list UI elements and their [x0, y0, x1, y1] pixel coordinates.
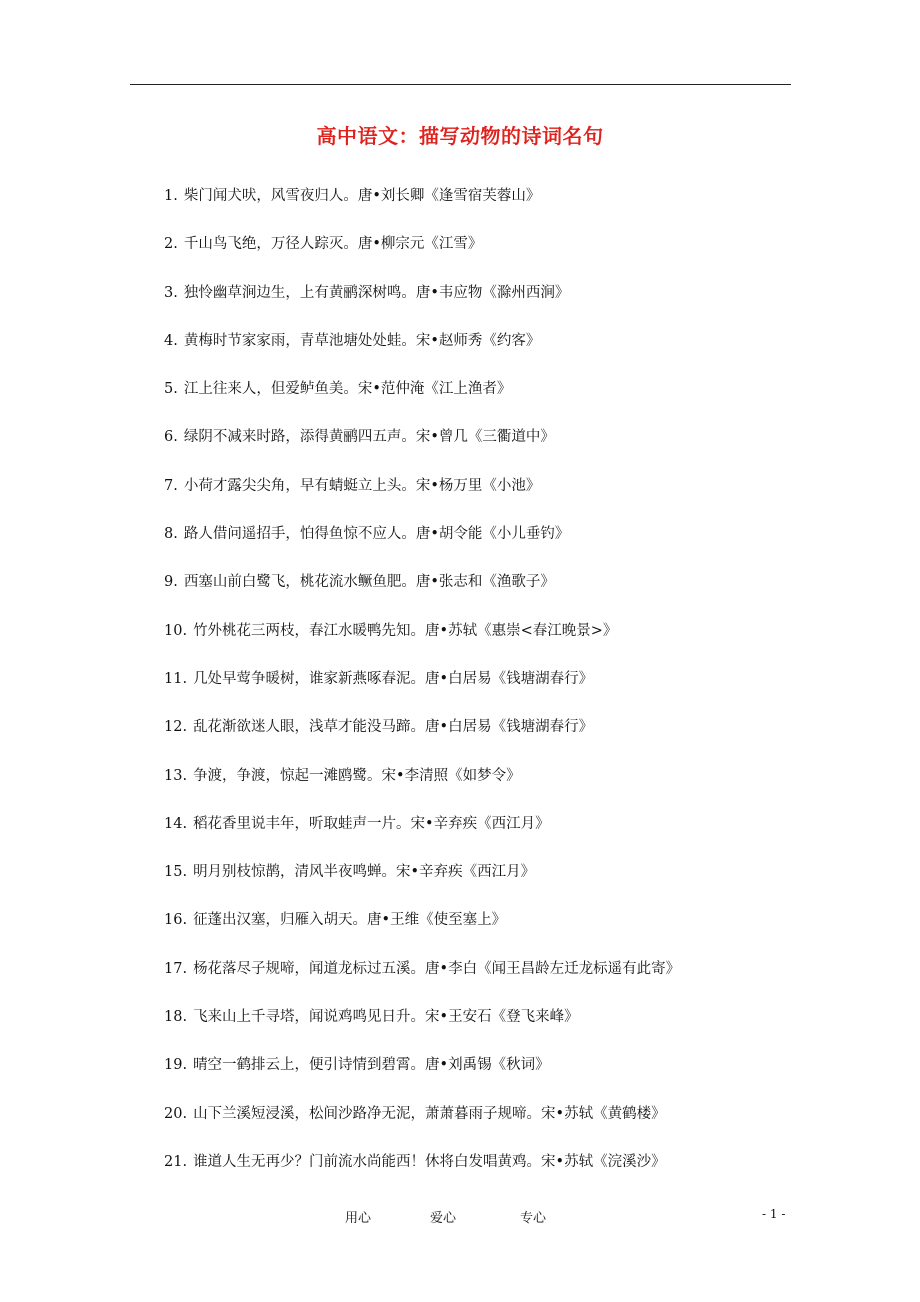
item-number: 5. — [164, 381, 178, 398]
item-number: 4. — [164, 332, 178, 349]
item-text: 征蓬出汉塞，归雁入胡天。唐•王维《使至塞上》 — [193, 912, 507, 929]
item-text: 独怜幽草涧边生，上有黄鹂深树鸣。唐•韦应物《滁州西涧》 — [183, 284, 570, 301]
item-number: 10. — [164, 622, 188, 639]
item-text: 飞来山上千寻塔，闻说鸡鸣见日升。宋•王安石《登飞来峰》 — [193, 1009, 579, 1026]
item-text: 杨花落尽子规啼，闻道龙标过五溪。唐•李白《闻王昌龄左迁龙标遥有此寄》 — [193, 960, 681, 977]
item-text: 黄梅时节家家雨，青草池塘处处蛙。宋•赵师秀《约客》 — [183, 332, 541, 349]
header-rule — [130, 84, 791, 85]
list-item — [164, 1098, 804, 1146]
item-number: 13. — [164, 767, 188, 784]
page-title: 高中语文：描写动物的诗词名句 — [316, 124, 604, 148]
list-item — [164, 421, 804, 469]
list-item — [164, 1146, 804, 1194]
list-item — [164, 325, 804, 373]
list-item — [164, 663, 804, 711]
item-text: 江上往来人，但爱鲈鱼美。宋•范仲淹《江上渔者》 — [183, 381, 512, 398]
footer-word: 用心 — [345, 1211, 372, 1226]
item-text: 路人借问遥招手，怕得鱼惊不应人。唐•胡令能《小儿垂钓》 — [183, 526, 570, 543]
item-number: 1. — [164, 188, 178, 204]
item-number: 14. — [164, 815, 188, 832]
item-number: 19. — [164, 1057, 188, 1074]
page-number: - 1 - — [762, 1207, 786, 1221]
item-number: 18. — [164, 1009, 188, 1026]
item-number: 17. — [164, 960, 188, 977]
item-text: 几处早莺争暖树，谁家新燕啄春泥。唐•白居易《钱塘湖春行》 — [193, 670, 594, 687]
item-number: 21. — [164, 1153, 188, 1170]
item-text: 竹外桃花三两枝，春江水暖鸭先知。唐•苏轼《惠崇<春江晚景>》 — [193, 622, 618, 639]
item-number: 12. — [164, 719, 188, 736]
item-text: 柴门闻犬吠，风雪夜归人。唐•刘长卿《逢雪宿芙蓉山》 — [183, 188, 541, 204]
item-number: 15. — [164, 864, 188, 881]
item-number: 2. — [164, 236, 178, 253]
item-number: 7. — [164, 477, 178, 494]
list-item — [164, 760, 804, 808]
footer-word: 专心 — [520, 1211, 547, 1226]
list-item — [164, 566, 804, 614]
list-item — [164, 1049, 804, 1097]
item-text: 山下兰溪短浸溪，松间沙路净无泥，萧萧暮雨子规啼。宋•苏轼《黄鹤楼》 — [193, 1105, 666, 1122]
list-item — [164, 228, 804, 276]
item-number: 3. — [164, 284, 178, 301]
list-item — [164, 711, 804, 759]
item-number: 16. — [164, 912, 188, 929]
item-number: 9. — [164, 574, 178, 591]
item-text: 小荷才露尖尖角，早有蜻蜓立上头。宋•杨万里《小池》 — [183, 477, 541, 494]
item-number: 8. — [164, 526, 178, 543]
item-text: 乱花渐欲迷人眼，浅草才能没马蹄。唐•白居易《钱塘湖春行》 — [193, 719, 594, 736]
item-text: 争渡，争渡，惊起一滩鸥鹭。宋•李清照《如梦令》 — [193, 767, 521, 784]
list-item — [164, 373, 804, 421]
list-item — [164, 1001, 804, 1049]
page-footer — [0, 1207, 920, 1227]
item-text: 谁道人生无再少？门前流水尚能西！休将白发唱黄鸡。宋•苏轼《浣溪沙》 — [193, 1153, 666, 1170]
item-text: 西塞山前白鹭飞，桃花流水鳜鱼肥。唐•张志和《渔歌子》 — [183, 574, 555, 591]
list-item — [164, 953, 804, 1001]
list-item — [164, 856, 804, 904]
item-text: 晴空一鹤排云上，便引诗情到碧霄。唐•刘禹锡《秋词》 — [193, 1057, 550, 1074]
item-number: 6. — [164, 429, 178, 446]
item-text: 绿阴不减来时路，添得黄鹂四五声。宋•曾几《三衢道中》 — [183, 429, 555, 446]
list-item — [164, 615, 804, 663]
list-item — [164, 904, 804, 952]
list-item — [164, 470, 804, 518]
poem-list — [164, 180, 804, 1194]
footer-word: 爱心 — [430, 1211, 457, 1226]
list-item — [164, 808, 804, 856]
item-text: 千山鸟飞绝，万径人踪灭。唐•柳宗元《江雪》 — [183, 236, 483, 253]
list-item — [164, 518, 804, 566]
item-text: 稻花香里说丰年，听取蛙声一片。宋•辛弃疾《西江月》 — [193, 815, 550, 832]
list-item — [164, 277, 804, 325]
item-number: 20. — [164, 1105, 188, 1122]
item-text: 明月别枝惊鹊，清风半夜鸣蝉。宋•辛弃疾《西江月》 — [193, 864, 536, 881]
item-number: 11. — [164, 670, 188, 687]
list-item — [164, 180, 804, 228]
